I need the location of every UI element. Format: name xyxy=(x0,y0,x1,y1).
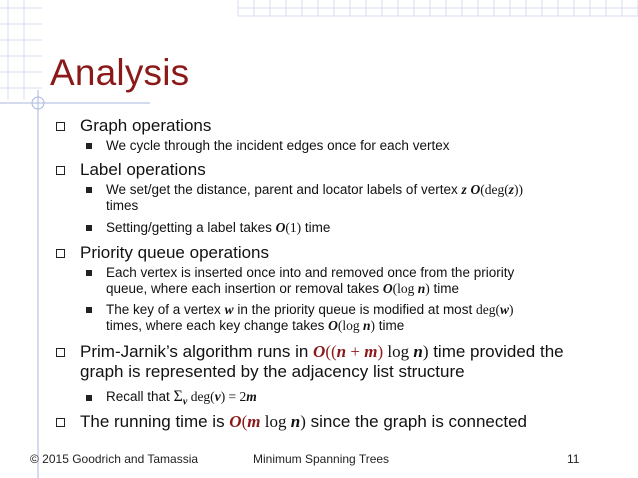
bullet-graph-operations: Graph operations xyxy=(80,116,212,135)
square-bullet-icon xyxy=(86,143,92,149)
hollow-square-bullet-icon xyxy=(56,348,65,357)
hollow-square-bullet-icon xyxy=(56,418,65,427)
bullet-priority-queue: Priority queue operations xyxy=(80,243,270,262)
square-bullet-icon xyxy=(86,187,92,193)
bullet-running-time: The running time is O(m log n) since the graph is connected xyxy=(80,412,528,431)
bullet-label-operations: Label operations xyxy=(80,160,206,179)
hollow-square-bullet-icon xyxy=(56,166,65,175)
sub-bullet-key-modified: The key of a vertex w in the priority queue is modified at most deg(w) times, where each key change takes O(log n) time xyxy=(106,302,514,333)
sub-bullet-insert-remove: Each vertex is inserted once into and removed once from the priority queue, where each insertion or removal takes O(log n) time xyxy=(106,265,515,296)
sub-bullet-recall-sum: Recall that $\Sigma_v$ deg(v) = 2m xyxy=(106,388,257,408)
sub-bullet-label-time: Setting/getting a label takes O(1) time xyxy=(106,220,331,235)
hollow-square-bullet-icon xyxy=(56,122,65,131)
square-bullet-icon xyxy=(86,270,92,276)
square-bullet-icon xyxy=(86,395,92,401)
sub-bullet-incident-edges: We cycle through the incident edges once for each vertex xyxy=(106,138,450,153)
slide-title: Analysis xyxy=(50,52,190,93)
bullet-prim-jarnik: Prim-Jarnik’s algorithm runs in O((n + m) log n) time provided the graph is represented by the adjacency list structure xyxy=(80,342,564,381)
square-bullet-icon xyxy=(86,307,92,313)
footer-copyright: © 2015 Goodrich and Tamassia xyxy=(30,452,199,466)
hollow-square-bullet-icon xyxy=(56,249,65,258)
footer-topic: Minimum Spanning Trees xyxy=(253,452,390,466)
square-bullet-icon xyxy=(86,225,92,231)
sub-bullet-set-get-labels: We set/get the distance, parent and locator labels of vertex z O(deg(z)) times xyxy=(106,182,523,213)
page-number: 11 xyxy=(567,452,580,466)
